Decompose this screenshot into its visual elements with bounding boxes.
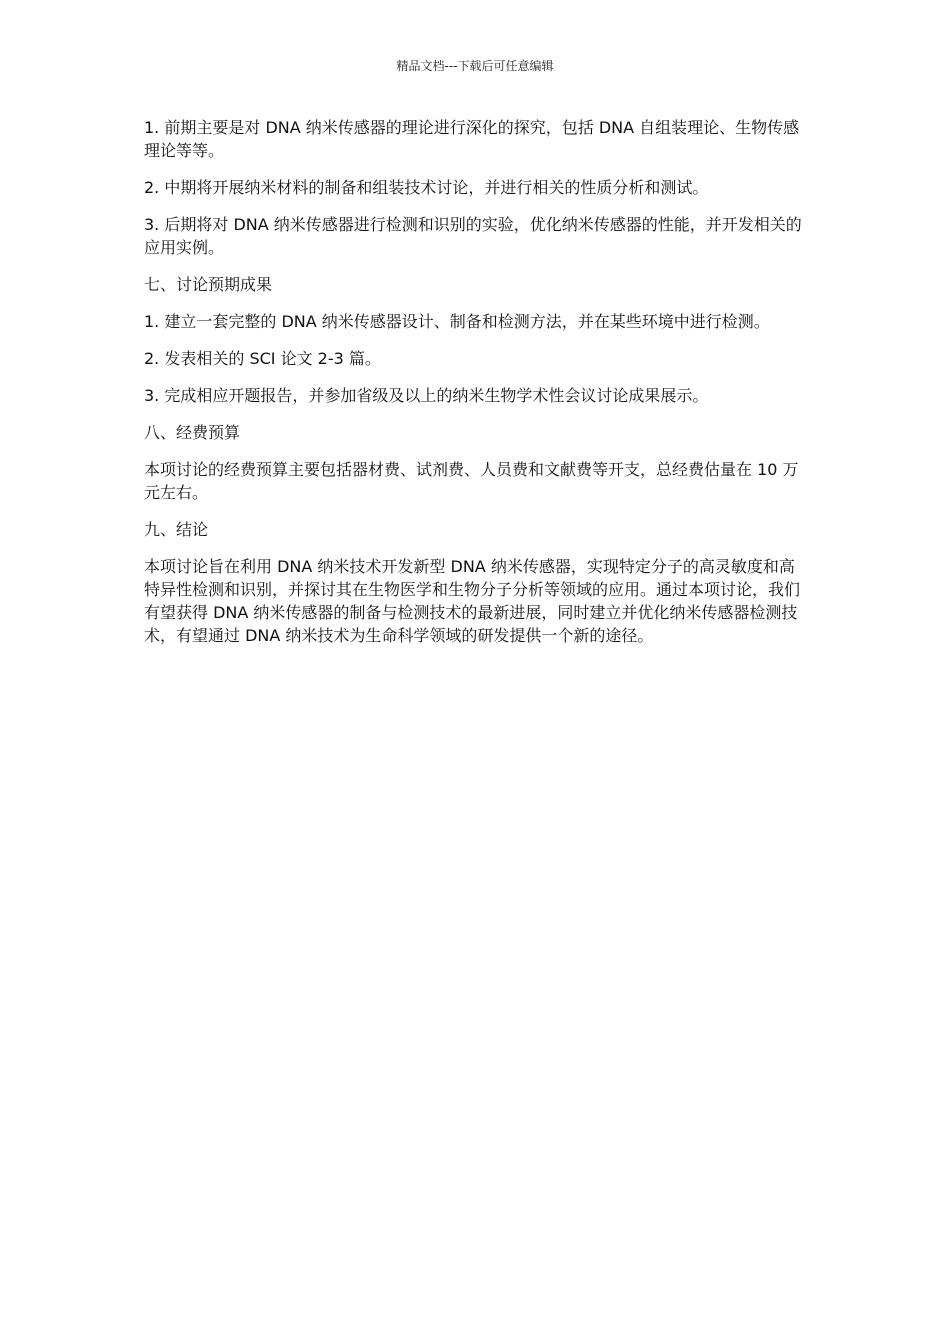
result-item-3: 3. 完成相应开题报告，并参加省级及以上的纳米生物学术性会议讨论成果展示。 <box>144 386 709 405</box>
budget-paragraph: 本项讨论的经费预算主要包括器材费、试剂费、人员费和文献费等开支，总经费估量在 10 万元左右。 <box>144 460 799 502</box>
section-heading-conclusion: 九、结论 <box>144 520 209 539</box>
conclusion-paragraph: 本项讨论旨在利用 DNA 纳米技术开发新型 DNA 纳米传感器，实现特定分子的高灵敏度和高特异性检测和识别，并探讨其在生物医学和生物分子分析等领域的应用。通过本项讨论，我们有望获得 DNA 纳米传感器的制备与检测技术的最新进展，同时建立并优化纳米传感器检测技术，有望通过 DNA 纳米技术为生命科学领域的研发提供一个新的途径。 <box>144 557 801 645</box>
section-heading-budget: 八、经费预算 <box>144 423 241 442</box>
result-item-1: 1. 建立一套完整的 DNA 纳米传感器设计、制备和检测方法，并在某些环境中进行检测。 <box>144 312 770 331</box>
result-item-2: 2. 发表相关的 SCI 论文 2-3 篇。 <box>144 349 381 368</box>
phase-item-2: 2. 中期将开展纳米材料的制备和组装技术讨论，并进行相关的性质分析和测试。 <box>144 178 709 197</box>
phase-item-1: 1. 前期主要是对 DNA 纳米传感器的理论进行深化的探究，包括 DNA 自组装理论、生物传感理论等等。 <box>144 118 800 160</box>
page-header: 精品文档---下载后可任意编辑 <box>396 59 554 73</box>
section-heading-expected-results: 七、讨论预期成果 <box>144 275 273 294</box>
phase-item-3: 3. 后期将对 DNA 纳米传感器进行检测和识别的实验，优化纳米传感器的性能，并开发相关的应用实例。 <box>144 215 802 257</box>
document-body <box>144 116 806 661</box>
